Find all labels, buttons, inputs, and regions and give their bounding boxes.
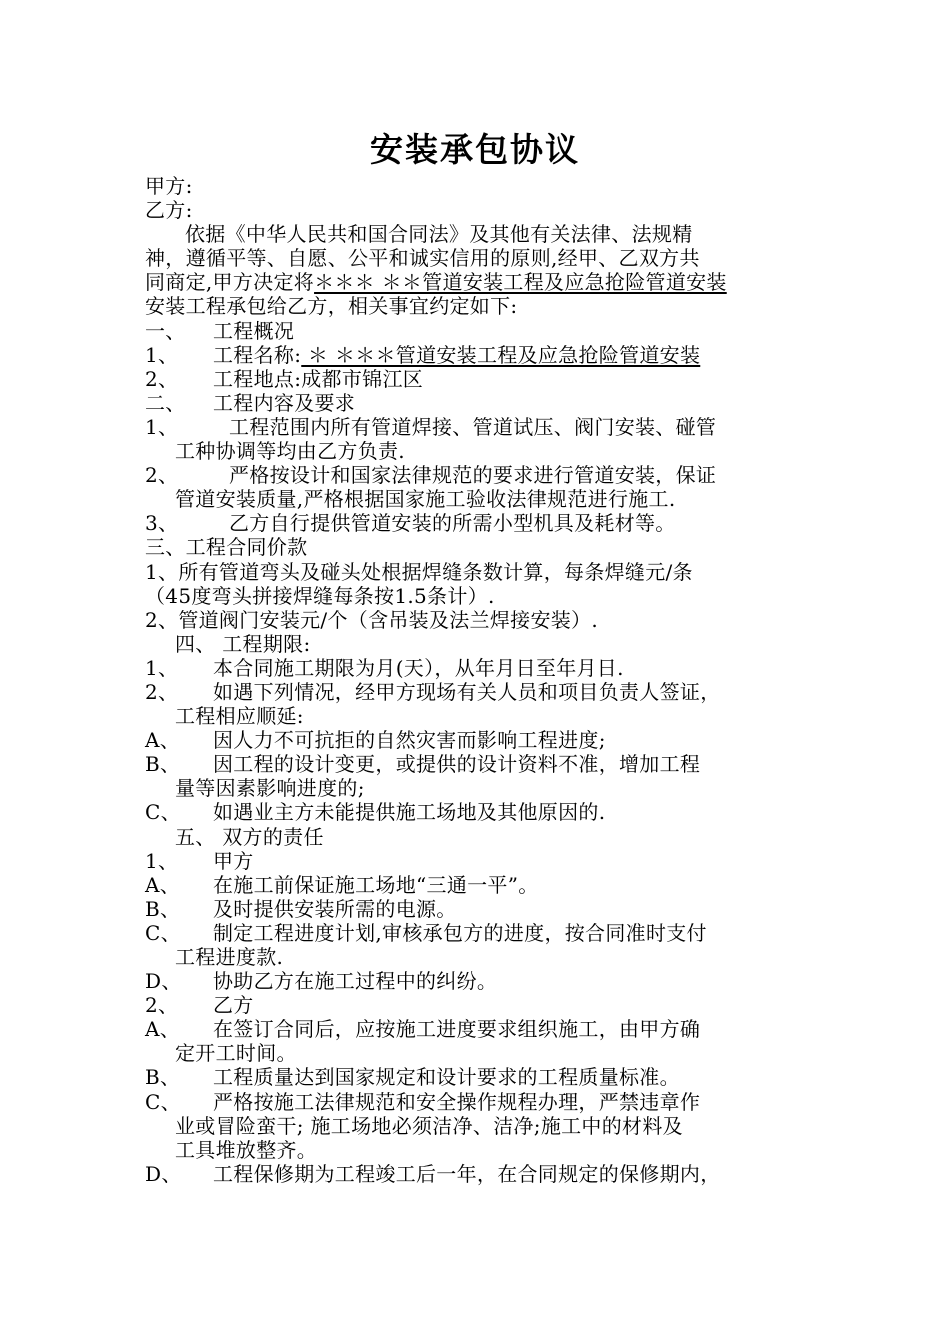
item-text: 乙方: [213, 993, 254, 1018]
section-5-b-item-c-cont-1: 业或冒险蛮干; 施工场地必须洁净、洁净;施工中的材料及: [175, 1113, 683, 1138]
item-number: 1、: [145, 848, 179, 873]
section-2-item-2-cont: 管道安装质量,严格根据国家施工验收法律规范进行施工.: [175, 487, 676, 512]
section-4-item-b-cont: 量等因素影响进度的;: [175, 776, 365, 801]
section-4-item-2-cont: 工程相应顺延:: [175, 704, 304, 729]
section-5-b-item-d: [145, 1162, 815, 1186]
item-text: 工程范围内所有管道焊接、管道试压、阀门安装、碰管: [229, 414, 717, 439]
agreement-body: [145, 174, 815, 1186]
item-letter: A、: [145, 1017, 181, 1042]
item-letter: D、: [145, 969, 182, 994]
section-4-item-c: [145, 800, 815, 824]
item-letter: C、: [145, 800, 181, 825]
item-text: 严格按施工法律规范和安全操作规程办理，严禁违章作: [213, 1089, 701, 1114]
section-2-item-2: [145, 463, 815, 487]
intro-line-3: [145, 270, 815, 294]
item-letter: B、: [145, 1065, 181, 1090]
item-number: 2、: [145, 679, 179, 704]
section-5-b-item-b: [145, 1065, 815, 1089]
intro-line-4: 安装工程承包给乙方，相关事宜约定如下:: [145, 294, 518, 319]
item-text: 工程保修期为工程竣工后一年，在合同规定的保修期内，: [213, 1161, 721, 1186]
section-4-item-1: [145, 656, 815, 680]
item-text: 在施工前保证施工场地“三通一平”。: [213, 872, 539, 897]
section-5-a-item-c-cont: 工程进度款.: [175, 945, 284, 969]
item-text: 如遇业主方未能提供施工场地及其他原因的.: [213, 800, 606, 825]
section-5-a-item-c: [145, 921, 815, 945]
section-title: 工程内容及要求: [213, 390, 356, 415]
item-text: 在签订合同后，应按施工进度要求组织施工，由甲方确: [213, 1017, 701, 1042]
section-1-heading: [145, 319, 815, 343]
item-number: 2、: [145, 463, 179, 488]
section-4-heading: 四、 工程期限:: [175, 631, 311, 656]
section-5-a-item-d: [145, 969, 815, 993]
project-name-underlined: ＊＊＊ ＊＊管道安装工程及应急抢险管道安装: [314, 270, 727, 295]
item-number: 1、: [145, 655, 179, 680]
item-letter: B、: [145, 752, 181, 777]
section-5-b-item-a: [145, 1017, 815, 1041]
intro-line-1: 依据《中华人民共和国合同法》及其他有关法律、法规精: [185, 222, 693, 247]
item-text: 甲方: [213, 848, 254, 873]
item-letter: A、: [145, 728, 181, 753]
section-5-party-b: [145, 993, 815, 1017]
section-4-item-b: [145, 752, 815, 776]
section-2-item-3: [145, 511, 815, 535]
section-1-item-1: [145, 343, 815, 367]
item-number: 2、: [145, 366, 179, 391]
item-text: 如遇下列情况，经甲方现场有关人员和项目负责人签证，: [213, 679, 721, 704]
item-text: 协助乙方在施工过程中的纠纷。: [213, 969, 498, 994]
item-letter: D、: [145, 1161, 182, 1186]
item-number: 2、: [145, 993, 179, 1018]
section-5-heading: 五、 双方的责任: [175, 824, 324, 849]
item-letter: C、: [145, 1089, 181, 1114]
item-text: 因工程的设计变更，或提供的设计资料不准，增加工程: [213, 752, 701, 777]
item-number: 3、: [145, 511, 179, 536]
item-number: 1、: [145, 414, 179, 439]
party-b-line: 乙方:: [145, 198, 193, 223]
section-number: 一、: [145, 318, 186, 343]
page-title: 安装承包协议: [370, 130, 580, 169]
section-3-item-1: 1、所有管道弯头及碰头处根据焊缝条数计算，每条焊缝元/条: [145, 559, 693, 584]
project-name-value: ＊ ＊＊＊管道安装工程及应急抢险管道安装: [301, 342, 701, 367]
party-a-line: 甲方:: [145, 174, 193, 198]
section-5-a-item-b: [145, 897, 815, 921]
item-text: 及时提供安装所需的电源。: [213, 896, 457, 921]
section-1-item-2: [145, 367, 815, 391]
section-4-item-a: [145, 728, 815, 752]
item-number: 1、: [145, 342, 179, 367]
section-3-item-1-cont: （45度弯头拼接焊缝每条按1.5条计）.: [145, 583, 495, 608]
section-3-item-2: 2、管道阀门安装元/个（含吊装及法兰焊接安装）.: [145, 607, 599, 632]
section-number: 二、: [145, 390, 186, 415]
item-text: 工程地点:成都市锦江区: [213, 366, 424, 391]
section-5-b-item-a-cont: 定开工时间。: [175, 1041, 297, 1066]
item-text: 本合同施工期限为月(天），从年月日至年月日.: [213, 655, 624, 680]
section-2-item-1-cont: 工种协调等均由乙方负责.: [175, 439, 405, 464]
section-4-item-2: [145, 680, 815, 704]
section-5-party-a: [145, 849, 815, 873]
item-text: 工程质量达到国家规定和设计要求的工程质量标准。: [213, 1065, 680, 1090]
section-5-b-item-c: [145, 1090, 815, 1114]
section-5-b-item-c-cont-2: 工具堆放整齐。: [175, 1137, 318, 1162]
item-letter: A、: [145, 872, 181, 897]
section-title: 工程概况: [213, 318, 295, 343]
intro-line-2: 神，遵循平等、自愿、公平和诚实信用的原则,经甲、乙双方共: [145, 246, 700, 271]
section-2-heading: [145, 391, 815, 415]
intro-line-3-text: 同商定,甲方决定将: [145, 270, 315, 295]
item-text: 制定工程进度计划,审核承包方的进度，按合同准时支付: [213, 920, 707, 945]
item-letter: C、: [145, 920, 181, 945]
item-label: 工程名称:: [213, 342, 302, 367]
section-2-item-1: [145, 415, 815, 439]
item-text: 严格按设计和国家法律规范的要求进行管道安装，保证: [229, 463, 717, 488]
item-text: 乙方自行提供管道安装的所需小型机具及耗材等。: [229, 511, 676, 536]
item-text: 因人力不可抗拒的自然灾害而影响工程进度;: [213, 728, 606, 753]
section-3-heading: 三、工程合同价款: [145, 535, 308, 560]
section-5-a-item-a: [145, 873, 815, 897]
item-letter: B、: [145, 896, 181, 921]
